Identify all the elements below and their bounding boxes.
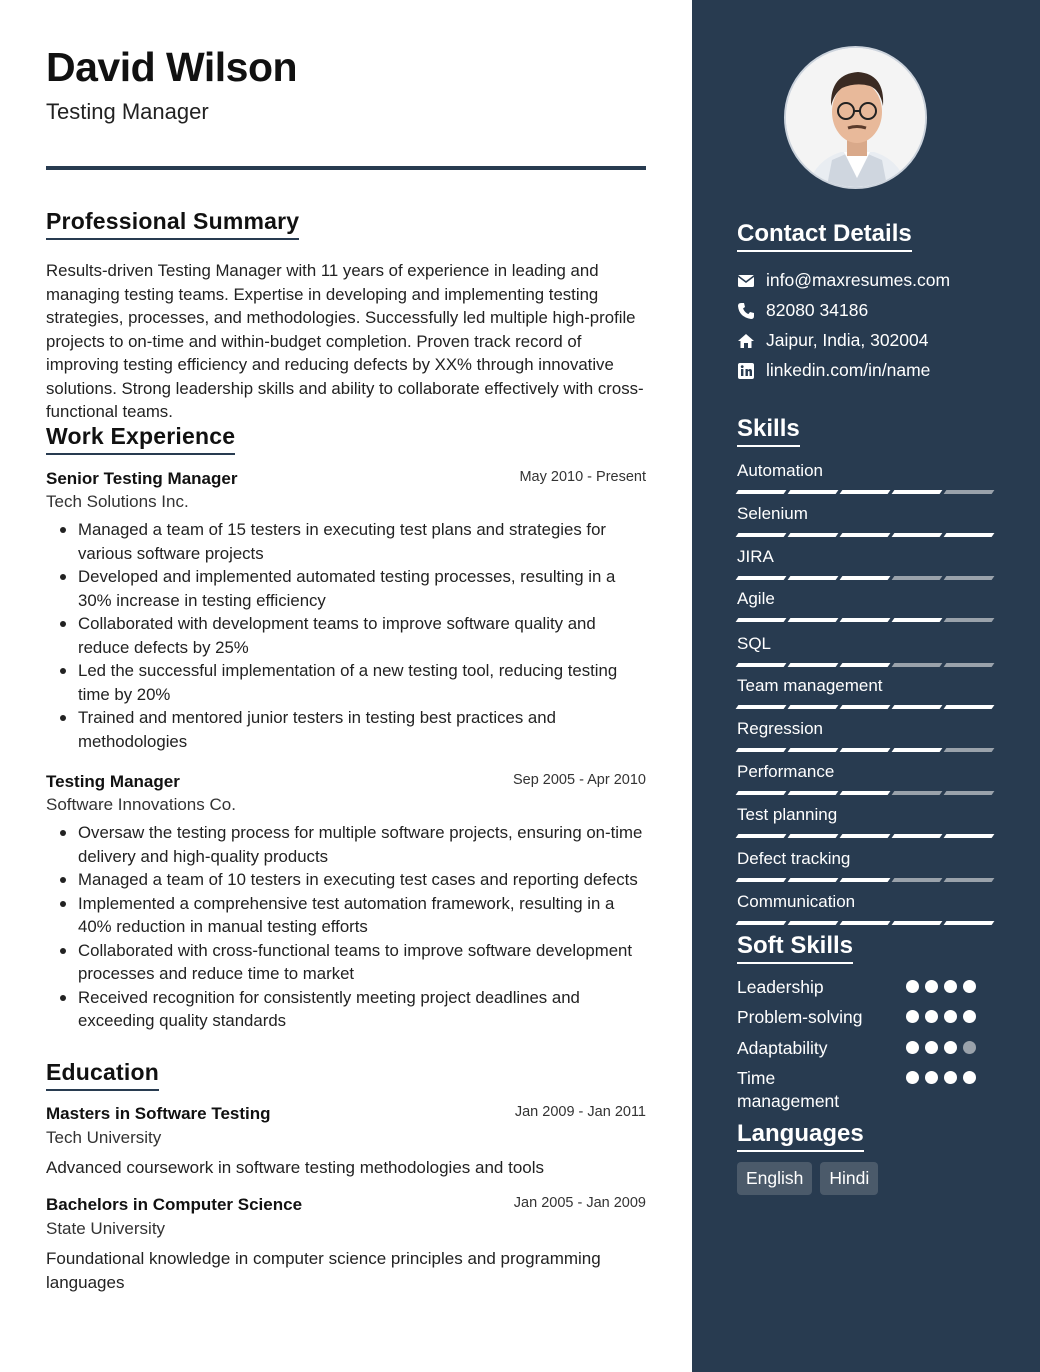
contact-email-text: info@maxresumes.com	[766, 270, 951, 290]
skill-rating-segment	[840, 618, 891, 622]
skill-rating-bar	[737, 878, 993, 882]
contact-linkedin-text: linkedin.com/in/name	[766, 360, 931, 380]
skill-rating-segment	[788, 791, 839, 795]
candidate-name: David Wilson	[46, 44, 298, 90]
profile-photo	[784, 46, 927, 189]
job-bullet: Implemented a comprehensive test automation framework, resulting in a 40% reduction in manual testing efforts	[46, 892, 646, 939]
edu-date: Jan 2009 - Jan 2011	[514, 1104, 646, 1120]
soft-skill-rating-dot	[925, 1041, 938, 1054]
summary-text: Results-driven Testing Manager with 11 years of experience in leading and managing testing teams. Expertise in developing and implementing testing strategies, processes, and methodologies. Successfully led multiple high-profile projects to on-time and within-budget completion. Proven track record of improving testing efficiency and reducing defects by XX% through innovative solutions. Strong leadership skills and ability to collaborate effectively with cross-functional teams.	[46, 261, 644, 421]
skill-rating-segment	[788, 663, 839, 667]
envelope-icon	[737, 272, 755, 290]
skill-name: Performance	[737, 762, 835, 781]
contact-address-text: Jaipur, India, 302004	[766, 330, 929, 350]
edu-school: Tech University	[46, 1128, 162, 1147]
soft-skill-item	[737, 1006, 997, 1029]
edu-degree: Bachelors in Computer Science	[46, 1195, 303, 1214]
skill-rating-segment	[736, 748, 787, 752]
skill-rating-bar	[737, 576, 993, 580]
soft-skill-rating-dot	[944, 980, 957, 993]
soft-skill-rating	[906, 1041, 976, 1054]
job-title: Senior Testing Manager	[46, 469, 238, 488]
soft-skills-heading: Soft Skills	[737, 932, 853, 964]
soft-skill-name: Leadership	[737, 977, 824, 997]
soft-skill-rating-dot	[925, 1071, 938, 1084]
skill-rating-segment	[788, 921, 839, 925]
soft-skill-rating-dot	[963, 1041, 976, 1054]
skill-rating-segment	[944, 705, 995, 709]
job-bullet: Developed and implemented automated testing processes, resulting in a 30% increase in testing efficiency	[46, 565, 646, 612]
job-entry	[46, 469, 646, 753]
skill-rating-bar	[737, 921, 993, 925]
soft-skill-rating-dot	[906, 1041, 919, 1054]
skill-rating-segment	[788, 576, 839, 580]
skill-rating-segment	[944, 834, 995, 838]
soft-skill-name: Problem-solving	[737, 1007, 863, 1027]
skill-rating-segment	[736, 921, 787, 925]
soft-skill-rating-dot	[906, 1010, 919, 1023]
edu-description: Advanced coursework in software testing methodologies and tools	[46, 1158, 545, 1177]
job-date: Sep 2005 - Apr 2010	[512, 772, 646, 788]
skill-rating-bar	[737, 791, 993, 795]
language-tag: English	[737, 1162, 812, 1195]
candidate-title: Testing Manager	[46, 99, 209, 124]
job-date: May 2010 - Present	[519, 469, 646, 485]
skill-rating-bar	[737, 618, 993, 622]
skill-rating-segment	[840, 576, 891, 580]
skill-item	[737, 504, 993, 537]
skill-rating-bar	[737, 705, 993, 709]
skill-rating-segment	[736, 791, 787, 795]
skill-item	[737, 719, 993, 752]
skill-rating-segment	[892, 834, 943, 838]
contact-address	[737, 330, 929, 351]
skill-rating-segment	[892, 921, 943, 925]
skill-rating-segment	[892, 618, 943, 622]
skill-rating-bar	[737, 748, 993, 752]
languages-list	[737, 1162, 878, 1195]
soft-skill-rating-dot	[906, 980, 919, 993]
skill-item	[737, 849, 993, 882]
edu-school: State University	[46, 1219, 166, 1238]
skill-rating-segment	[840, 490, 891, 494]
skill-rating-segment	[840, 878, 891, 882]
soft-skill-name: Adaptability	[737, 1038, 828, 1058]
home-icon	[737, 332, 755, 350]
job-company: Tech Solutions Inc.	[46, 492, 189, 511]
skill-name: Defect tracking	[737, 849, 851, 868]
skill-rating-segment	[892, 533, 943, 537]
skill-rating-bar	[737, 533, 993, 537]
skill-rating-segment	[840, 663, 891, 667]
skill-rating-segment	[892, 663, 943, 667]
skill-rating-segment	[736, 490, 787, 494]
skill-name: Automation	[737, 461, 823, 480]
skills-heading: Skills	[737, 415, 800, 447]
soft-skill-rating-dot	[944, 1041, 957, 1054]
job-title: Testing Manager	[46, 772, 180, 791]
skill-name: Team management	[737, 676, 883, 695]
skill-name: JIRA	[737, 547, 774, 566]
skill-name: Selenium	[737, 504, 808, 523]
skill-rating-segment	[788, 618, 839, 622]
skill-rating-segment	[944, 791, 995, 795]
contact-heading: Contact Details	[737, 220, 912, 252]
contact-phone[interactable]	[737, 300, 868, 321]
contact-linkedin[interactable]	[737, 360, 930, 381]
experience-heading: Work Experience	[46, 423, 235, 455]
skill-item	[737, 676, 993, 709]
soft-skill-item	[737, 1067, 997, 1113]
job-bullet: Managed a team of 15 testers in executing test plans and strategies for various software projects	[46, 518, 646, 565]
job-entry	[46, 772, 646, 1033]
skill-rating-segment	[788, 490, 839, 494]
job-bullet: Managed a team of 10 testers in executing test cases and reporting defects	[46, 868, 646, 892]
skill-rating-segment	[736, 576, 787, 580]
soft-skill-item	[737, 976, 997, 999]
skill-rating-segment	[892, 576, 943, 580]
skill-rating-segment	[892, 791, 943, 795]
education-heading: Education	[46, 1059, 159, 1091]
skill-item	[737, 762, 993, 795]
skill-rating-segment	[944, 748, 995, 752]
phone-icon	[737, 302, 755, 320]
languages-heading: Languages	[737, 1120, 864, 1152]
skill-item	[737, 634, 993, 667]
education-entry	[46, 1104, 646, 1180]
soft-skill-rating-dot	[963, 980, 976, 993]
job-bullets	[46, 821, 646, 1033]
soft-skill-rating-dot	[925, 980, 938, 993]
soft-skill-item	[737, 1037, 997, 1060]
linkedin-icon	[737, 362, 755, 380]
soft-skill-rating-dot	[963, 1010, 976, 1023]
job-bullet: Collaborated with cross-functional teams to improve software development processes and reduce time to market	[46, 939, 646, 986]
skill-rating-segment	[840, 748, 891, 752]
job-bullet: Oversaw the testing process for multiple software projects, ensuring on-time delivery and high-quality products	[46, 821, 646, 868]
skill-rating-segment	[788, 834, 839, 838]
skill-name: Communication	[737, 892, 856, 911]
skill-rating-segment	[840, 921, 891, 925]
skill-rating-segment	[736, 618, 787, 622]
skill-rating-segment	[840, 533, 891, 537]
skill-rating-segment	[788, 705, 839, 709]
skill-rating-segment	[736, 533, 787, 537]
edu-degree: Masters in Software Testing	[46, 1104, 271, 1123]
skill-rating-segment	[840, 791, 891, 795]
skill-item	[737, 589, 993, 622]
skill-rating-segment	[788, 878, 839, 882]
contact-phone-text: 82080 34186	[766, 300, 869, 320]
soft-skill-name: Time management	[737, 1068, 840, 1111]
skill-rating-segment	[892, 490, 943, 494]
skill-name: Regression	[737, 719, 823, 738]
language-tag: Hindi	[820, 1162, 878, 1195]
header-divider	[46, 166, 646, 170]
skill-rating-segment	[944, 533, 995, 537]
skill-rating-segment	[944, 618, 995, 622]
avatar-portrait-icon	[786, 48, 927, 189]
skill-rating-segment	[736, 834, 787, 838]
job-bullet: Received recognition for consistently meeting project deadlines and exceeding quality standards	[46, 986, 646, 1033]
skill-rating-bar	[737, 490, 993, 494]
skill-rating-bar	[737, 663, 993, 667]
skill-rating-segment	[944, 921, 995, 925]
skill-name: Test planning	[737, 805, 838, 824]
soft-skill-rating-dot	[944, 1071, 957, 1084]
job-company: Software Innovations Co.	[46, 795, 236, 814]
contact-email[interactable]	[737, 270, 950, 291]
skill-name: Agile	[737, 589, 775, 608]
skill-rating-segment	[944, 663, 995, 667]
skill-item	[737, 461, 993, 494]
soft-skill-rating	[906, 1071, 976, 1084]
soft-skill-rating-dot	[906, 1071, 919, 1084]
skill-rating-segment	[736, 663, 787, 667]
job-bullet: Collaborated with development teams to improve software quality and reduce defects by 25%	[46, 612, 646, 659]
skill-rating-segment	[840, 834, 891, 838]
edu-description: Foundational knowledge in computer science principles and programming languages	[46, 1249, 601, 1292]
skill-rating-bar	[737, 834, 993, 838]
edu-date: Jan 2005 - Jan 2009	[513, 1195, 646, 1211]
skill-rating-segment	[892, 878, 943, 882]
summary-heading: Professional Summary	[46, 208, 299, 240]
education-entry	[46, 1195, 646, 1294]
skill-item	[737, 547, 993, 580]
soft-skill-rating-dot	[963, 1071, 976, 1084]
soft-skill-rating	[906, 1010, 976, 1023]
job-bullets	[46, 518, 646, 753]
skill-rating-segment	[944, 878, 995, 882]
skill-rating-segment	[840, 705, 891, 709]
skill-item	[737, 892, 993, 925]
job-bullet: Trained and mentored junior testers in testing best practices and methodologies	[46, 706, 646, 753]
job-bullet: Led the successful implementation of a new testing tool, reducing testing time by 20%	[46, 659, 646, 706]
soft-skill-rating-dot	[944, 1010, 957, 1023]
skill-rating-segment	[788, 533, 839, 537]
skill-rating-segment	[892, 705, 943, 709]
skill-rating-segment	[944, 490, 995, 494]
skill-name: SQL	[737, 634, 772, 653]
skill-rating-segment	[944, 576, 995, 580]
soft-skill-rating	[906, 980, 976, 993]
soft-skill-rating-dot	[925, 1010, 938, 1023]
skill-rating-segment	[788, 748, 839, 752]
skill-rating-segment	[892, 748, 943, 752]
skill-rating-segment	[736, 878, 787, 882]
skill-item	[737, 805, 993, 838]
skill-rating-segment	[736, 705, 787, 709]
